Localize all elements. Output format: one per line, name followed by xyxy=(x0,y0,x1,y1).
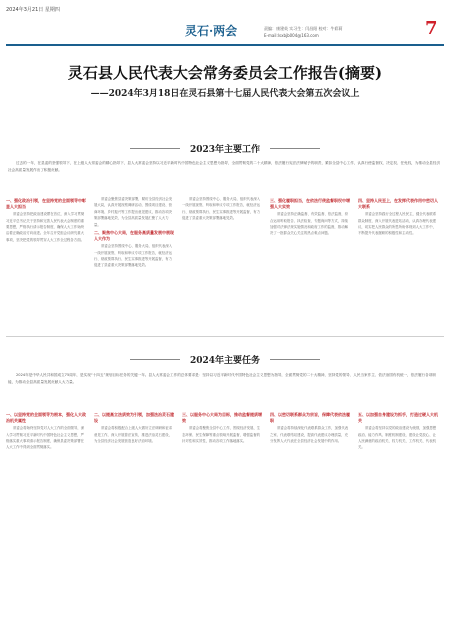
page-number: 7 xyxy=(425,18,438,39)
section2-col1-heading: 一、以坚持党的全面领导为根本，强化人大政治机关属性 xyxy=(6,412,86,423)
section2-col5-body: 常委会将坚持以党的政治建设为统领，加强思想政治、能力作风、制度机制建设，建设让党放心、让人民满意的政治机关、权力机关、工作机关、代表机关。 xyxy=(358,426,437,450)
section-heading-2023 xyxy=(0,142,450,154)
section1-col3-body: 常委会坚持围绕中心、服务大局，组织代表深入一线开展视察，听取和审议专项工作报告，就经济运行、财政预算执行、民生实事推进等开展监督，有力促进了县委重大决策部署落地见效。 xyxy=(182,197,261,221)
section-divider xyxy=(6,336,444,337)
section1-col2-body2: 常委会坚持围绕中心、服务大局，组织代表深入一线开展视察，听取和审议专项工作报告，就经济运行、财政预算执行、民生实事推进等开展监督，有力促进了县委重大决策部署落地见效。 xyxy=(94,244,173,268)
section2-column-4 xyxy=(270,410,350,636)
section1-col2-body: 常委会聚焦县委决策部署，紧盯全县经济社会发展大局，认真开展视察调研活动，围绕项目建设、营商环境、乡村振兴等工作提出意见建议，推动各项决策部署落地见效，为全县高质量发展汇聚了人大力量。 xyxy=(94,197,173,227)
header-rule xyxy=(6,44,444,46)
section1-column-5 xyxy=(358,196,438,330)
section2-col2-body: 常委会将积极配合上级人大做好立法调研和征求意见工作，深入开展普法宣传，推进法治灵石建设，为全县经济社会发展营造良好法治环境。 xyxy=(94,426,173,443)
section1-column-1 xyxy=(6,196,86,330)
section2-col2-heading: 二、以提高立法质效为引领，加强法治灵石建设 xyxy=(94,412,174,423)
section1-column-3 xyxy=(182,196,262,330)
section-heading-2023-text: 2023年主要工作 xyxy=(189,145,261,155)
section2-column-1 xyxy=(6,410,86,636)
section1-col1-body: 常委会坚持把政治建设摆在首位，深入学习贯彻习近平总书记关于坚持和完善人民代表大会制度的重要思想，严格执行请示报告制度，确保人大工作始终沿着正确政治方向前进。全年召开党组会议研究重大事项，坚决把党的领导贯穿人大工作全过程各方面。 xyxy=(6,212,85,242)
editor-email: E-mail:lsxbjb004@163.com xyxy=(264,33,319,38)
heading-rule-right xyxy=(270,148,320,149)
section2-col5-heading: 五、以加强自身建设为抓手，打造过硬人大机关 xyxy=(358,412,438,423)
section2-column-5 xyxy=(358,410,438,636)
heading-rule-right-2 xyxy=(270,359,320,360)
section2-col4-heading: 四、以密切联系群众为宗旨，保障代表依法履职 xyxy=(270,412,350,423)
section1-col5-body: 常委会坚持践行全过程人民民主，健全代表联系群众制度，深入开展代表进站活动，认真办理代表建议，切实把人民群众的所思所盼体现到人大工作中，不断提升代表履职的积极性和主动性。 xyxy=(358,212,437,236)
section2-col3-body: 常委会将聚焦全县中心工作，围绕经济发展、生态环保、民生保障等重点领域开展监督，增强监督的针对性和实效性，推动各项工作落地落实。 xyxy=(182,426,261,443)
section-heading-2024-text: 2024年主要任务 xyxy=(189,356,261,366)
section1-column-2 xyxy=(94,196,174,330)
section1-col4-body: 常委会坚持正确监督、有效监督、依法监督，综合运用听取报告、执法检查、专题询问等方式，持续加强对法律法规实施情况和政府工作的监督，推动解决了一批群众关心关注的热点难点问题。 xyxy=(270,212,349,236)
section1-column-4 xyxy=(270,196,350,330)
section2-column-3 xyxy=(182,410,262,636)
section2-col4-body: 常委会将持续深化代表联系群众工作，加强代表之家、代表联络站建设，提高代表建议办理质量，充分发挥人大代表在全县经济社会发展中的作用。 xyxy=(270,426,349,443)
section2-col1-body: 常委会将始终坚持党对人大工作的全面领导，深入学习贯彻习近平新时代中国特色社会主义思想，严格落实重大事项请示报告制度，确保县委决策部署在人大工作中得到全面贯彻落实。 xyxy=(6,426,85,450)
section2-intro: 2024年是中华人民共和国成立75周年，是实现“十四五”规划目标任务的关键一年。县人大常委会工作的总体要求是：坚持以习近平新时代中国特色社会主义思想为指导，全面贯彻党的二十大精神，坚持党的领导、人民当家作主、依法治国有机统一，依法履行各项职能，为推动全县高质量发展贡献人大力量。 xyxy=(8,373,436,384)
section2-column-2 xyxy=(94,410,174,636)
section1-col2-heading: 二、聚焦中心大局，在服务高质量发展中展现人大作为 xyxy=(94,230,174,241)
section1-col4-heading: 三、强化履职担当，在依法行使监督职权中增强人大实效 xyxy=(270,198,350,209)
issue-date: 2024年3月21日 星期四 xyxy=(6,7,60,13)
article-subtitle: ——2024年3月18日在灵石县第十七届人民代表大会第五次会议上 xyxy=(90,89,360,99)
section1-col1-heading: 一、强化政治引领，在坚持党的全面领导中彰显人大担当 xyxy=(6,198,86,209)
page-header xyxy=(0,0,450,44)
section1-col5-heading: 四、坚持人民至上，在发挥代表作用中密切人大联系 xyxy=(358,198,438,209)
section1-intro: 过去的一年，在县委的坚强领导下，在上级人大常委会的精心指导下，县人大常委会坚持以习近平新时代中国特色社会主义思想为指导，全面贯彻党的二十大精神，依法履行宪法法律赋予的职责，紧扣全县中心工作，认真行使监督权、决定权、任免权，为推动全县经济社会高质量发展作出了积极贡献。 xyxy=(8,161,441,172)
section2-col3-heading: 三、以服务中心大局为目标，推动监督提质增效 xyxy=(182,412,262,423)
article-title: 灵石县人民代表大会常务委员会工作报告(摘要) xyxy=(67,64,383,82)
editor-credits: 责编：康建英 实习生：闫昌阳 校对：牛彩莉 xyxy=(264,26,343,31)
section-title: 灵石·两会 xyxy=(185,24,238,38)
section-heading-2024 xyxy=(0,353,450,365)
